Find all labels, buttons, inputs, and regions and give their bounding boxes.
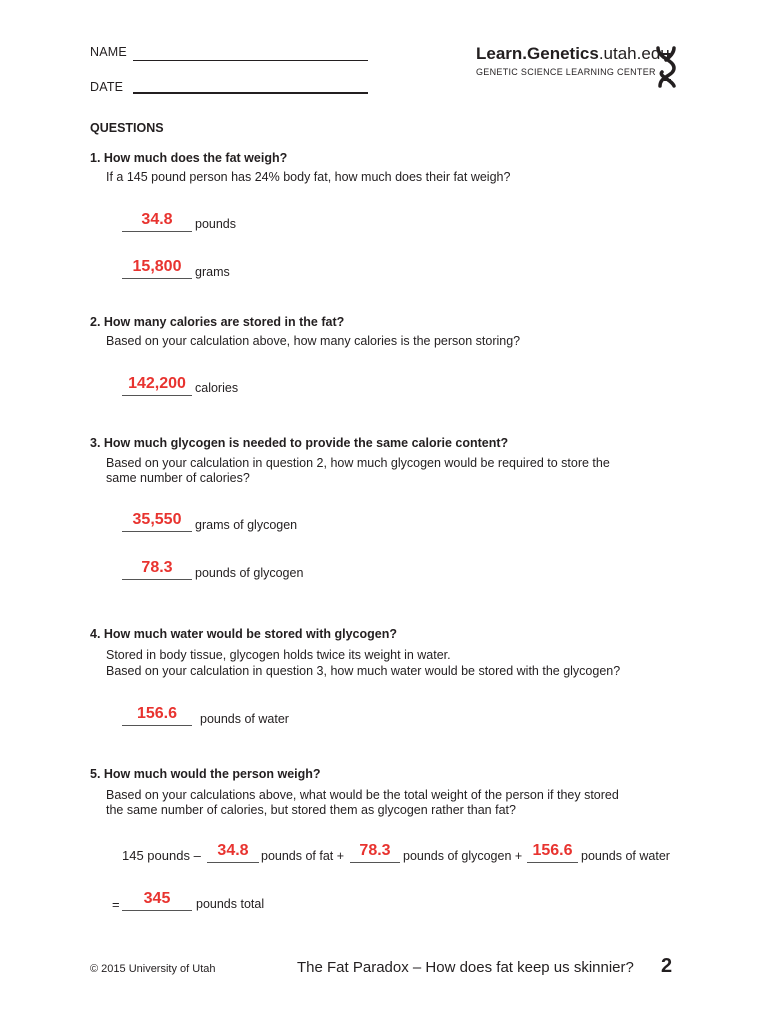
q4-text-2: Based on your calculation in question 3, how much water would be stored with the glycogen? — [106, 664, 621, 678]
q5-text-1: Based on your calculations above, what would be the total weight of the person if they stored — [106, 788, 619, 802]
q2-answer-blank-1[interactable] — [122, 375, 192, 396]
q5-fat-unit: pounds of fat + — [261, 849, 345, 863]
q3-title: 3. How much glycogen is needed to provide the same calorie content? — [90, 436, 509, 450]
q5-total-unit: pounds total — [196, 897, 265, 911]
q3-answer-1: 35,550 — [132, 511, 182, 528]
q5-glycogen-answer: 78.3 — [359, 842, 391, 859]
site-logo — [476, 44, 670, 77]
q5-glycogen-unit: pounds of glycogen + — [403, 849, 523, 863]
q3-answer-2: 78.3 — [141, 559, 173, 576]
logo-subtitle: GENETIC SCIENCE LEARNING CENTER — [476, 67, 656, 77]
q5-title: 5. How much would the person weigh? — [90, 767, 321, 781]
q3-text-2: same number of calories? — [106, 471, 250, 485]
q5-total-answer: 345 — [143, 890, 171, 907]
q5-water-unit: pounds of water — [581, 849, 670, 863]
q1-text: If a 145 pound person has 24% body fat, how much does their fat weigh? — [106, 170, 511, 184]
logo-domain-text: .utah.edu — [598, 44, 670, 63]
date-field[interactable] — [133, 92, 368, 94]
q5-fat-answer: 34.8 — [217, 842, 249, 859]
q1-answer-blank-1[interactable] — [122, 211, 192, 232]
q5-glycogen-blank[interactable] — [350, 842, 400, 863]
q4-title: 4. How much water would be stored with glycogen? — [90, 627, 397, 641]
q5-water-answer: 156.6 — [532, 842, 573, 859]
dna-helix-icon — [652, 46, 682, 88]
q3-unit-2: pounds of glycogen — [195, 566, 304, 580]
q5-total-blank[interactable] — [122, 890, 192, 911]
logo-bold-text: Learn.Genetics — [476, 44, 599, 63]
q2-answer-1: 142,200 — [128, 375, 186, 392]
page-number: 2 — [661, 955, 673, 977]
q1-answer-blank-2[interactable] — [122, 258, 192, 279]
q1-unit-1: pounds — [195, 217, 237, 231]
q5-water-blank[interactable] — [527, 842, 578, 863]
copyright: © 2015 University of Utah — [90, 963, 216, 975]
q2-unit-1: calories — [195, 381, 239, 395]
q3-unit-1: grams of glycogen — [195, 518, 298, 532]
q4-unit-1: pounds of water — [200, 712, 289, 726]
section-title: QUESTIONS — [90, 121, 164, 135]
q2-title: 2. How many calories are stored in the fat? — [90, 315, 345, 329]
q3-text-1: Based on your calculation in question 2, how much glycogen would be required to store the — [106, 456, 610, 470]
q5-fat-blank[interactable] — [207, 842, 259, 863]
q3-answer-blank-1[interactable] — [122, 511, 192, 532]
q3-answer-blank-2[interactable] — [122, 559, 192, 580]
name-field[interactable] — [133, 60, 368, 61]
footer-title: The Fat Paradox – How does fat keep us skinnier? — [297, 959, 634, 976]
q1-answer-1: 34.8 — [141, 211, 173, 228]
q4-answer-blank-1[interactable] — [122, 705, 192, 726]
date-label: DATE — [90, 80, 124, 94]
q4-text-1: Stored in body tissue, glycogen holds twice its weight in water. — [106, 648, 451, 662]
q1-title: 1. How much does the fat weigh? — [90, 151, 288, 165]
q2-text: Based on your calculation above, how many calories is the person storing? — [106, 334, 521, 348]
q5-text-2: the same number of calories, but stored them as glycogen rather than fat? — [106, 803, 516, 817]
q1-answer-2: 15,800 — [132, 258, 182, 275]
q1-unit-2: grams — [195, 265, 230, 279]
q5-equation-start: 145 pounds – — [122, 848, 201, 863]
q5-equals-sign: = — [112, 897, 120, 912]
name-label: NAME — [90, 45, 127, 59]
q4-answer-1: 156.6 — [136, 705, 178, 722]
